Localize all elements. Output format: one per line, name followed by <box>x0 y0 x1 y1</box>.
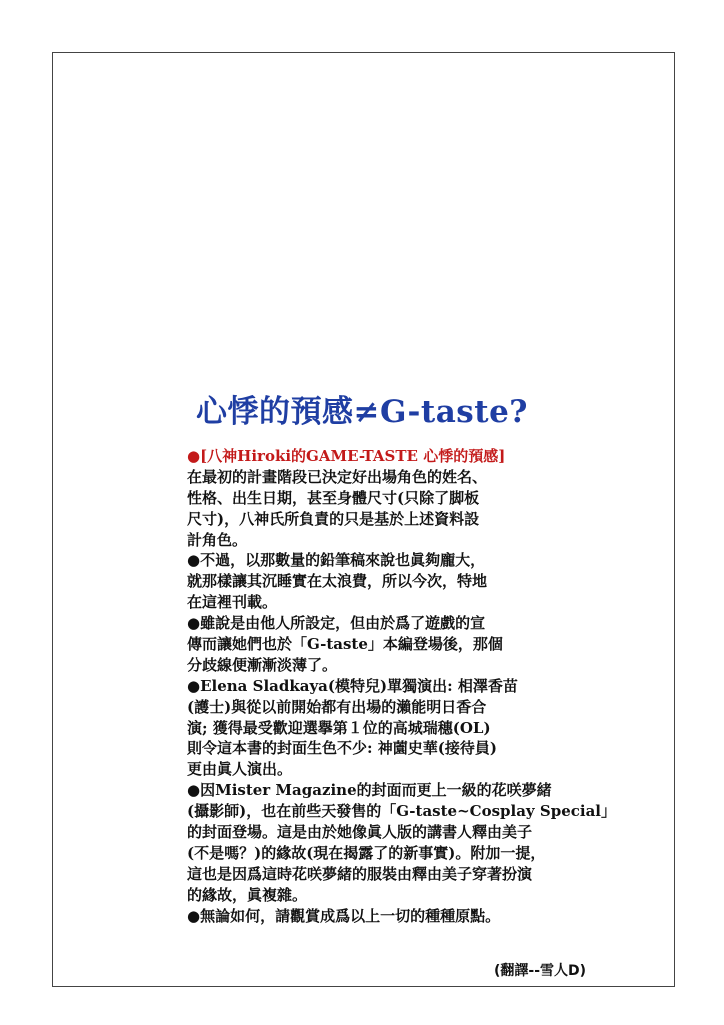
paragraph-line: 分歧線便漸漸淡薄了。 <box>187 655 338 674</box>
paragraph-line: ●無論如何，請觀賞成爲以上一切的種種原點。 <box>187 906 501 925</box>
paragraph-line: (護士)與從以前開始都有出場的瀨能明日香合 <box>187 697 487 716</box>
paragraph-line: (不是嗎？)的緣故(現在揭露了的新事實)。附加一提， <box>187 843 546 862</box>
paragraph-line: ●雖說是由他人所設定，但由於爲了遊戲的宣 <box>187 614 486 633</box>
paragraph-line: (攝影師)，也在前些天發售的「G-taste~Cosplay Special」 <box>187 802 616 821</box>
article-body <box>187 446 627 926</box>
paragraph-line: 的緣故，眞複雜。 <box>187 885 308 904</box>
page-title: 心悸的預感≠G-taste? <box>196 394 528 430</box>
paragraph-line: 演; 獲得最受歡迎選擧第１位的高城瑞穗(OL) <box>187 718 491 737</box>
paragraph-line: 在這裡刊載。 <box>187 593 278 612</box>
paragraph-line: 則令這本書的封面生色不少: 神薗史華(接待員) <box>187 739 497 758</box>
paragraph-line: 傳而讓她們也於「G-taste」本編登場後，那個 <box>187 635 503 654</box>
paragraph-line: 在最初的計畫階段已決定好出場角色的姓名、 <box>187 467 488 486</box>
paragraph-line: 的封面登場。這是由於她像眞人版的講書人釋由美子 <box>187 823 533 842</box>
translator-credit: (翻譯--雪人D) <box>494 963 587 979</box>
paragraph-line: 這也是因爲這時花咲夢緒的服裝由釋由美子穿著扮演 <box>187 864 533 883</box>
paragraph-line: 尺寸)，八神氏所負責的只是基於上述資料設 <box>187 509 480 528</box>
paragraph-line: ●Elena Sladkaya(模特兒)單獨演出: 相澤香苗 <box>187 676 518 695</box>
paragraph-line: ●不過，以那數量的鉛筆稿來說也眞夠龐大， <box>187 551 486 570</box>
paragraph-line: 就那樣讓其沉睡實在太浪費，所以今次，特地 <box>187 572 488 591</box>
paragraph-line: 更由眞人演出。 <box>187 760 293 779</box>
paragraph-line: 性格、出生日期，甚至身體尺寸(只除了脚板 <box>187 488 480 507</box>
paragraph-line: 計角色。 <box>187 530 248 549</box>
paragraph-line: ●因Mister Magazine的封面而更上一級的花咲夢緒 <box>187 781 552 800</box>
section-heading: ●[八神Hiroki的GAME-TASTE 心悸的預感] <box>187 447 506 465</box>
